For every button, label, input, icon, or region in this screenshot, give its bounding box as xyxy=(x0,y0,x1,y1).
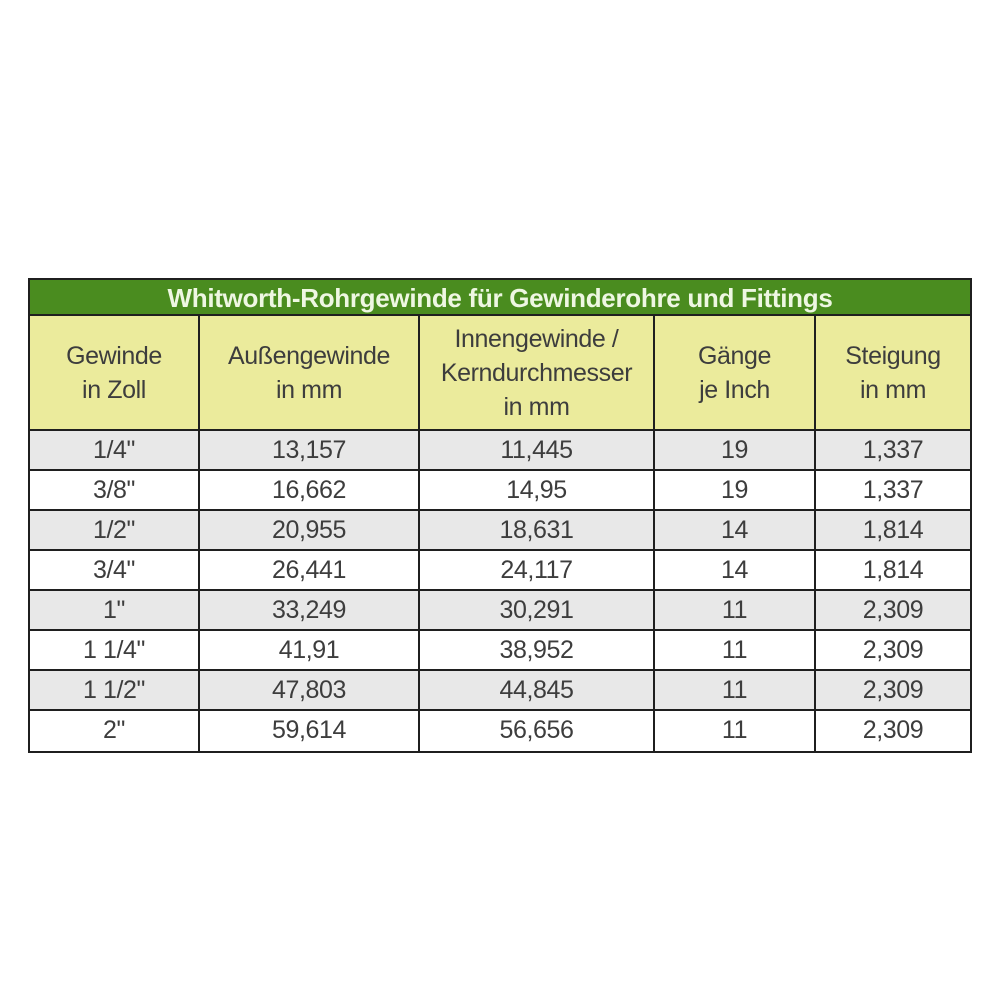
header-cell-line: Gänge xyxy=(697,341,772,370)
table-cell: 2" xyxy=(30,711,200,751)
table-cell: 11 xyxy=(655,591,816,629)
table-row xyxy=(30,551,970,591)
table-title: Whitworth-Rohrgewinde für Gewinderohre und Fittings xyxy=(30,280,970,316)
table-cell: 11 xyxy=(655,671,816,709)
table-row xyxy=(30,511,970,551)
table-row xyxy=(30,631,970,671)
table-row xyxy=(30,471,970,511)
table-cell: 3/4" xyxy=(30,551,200,589)
table-cell: 3/8" xyxy=(30,471,200,509)
table-cell: 1,337 xyxy=(862,436,924,464)
table-cell: 56,656 xyxy=(420,711,655,751)
table-cell: 11 xyxy=(655,631,816,669)
table-cell: 1" xyxy=(30,591,200,629)
table-cell: 14 xyxy=(655,551,816,589)
table-header-row xyxy=(30,316,970,431)
table-cell: 11,445 xyxy=(420,431,655,469)
table-cell: 11 xyxy=(655,711,816,751)
table-cell: 16,662 xyxy=(200,471,420,509)
header-cell xyxy=(655,316,816,429)
header-cell-line: Gewinde xyxy=(66,341,162,370)
header-cell-line: je Inch xyxy=(699,375,770,404)
table-cell: 41,91 xyxy=(200,631,420,669)
table-cell: 44,845 xyxy=(420,671,655,709)
header-cell-line: Steigung xyxy=(845,341,941,370)
table-cell: 47,803 xyxy=(200,671,420,709)
table-cell: 1/4" xyxy=(30,431,200,469)
table-cell: 1,337 xyxy=(862,476,924,504)
header-cell xyxy=(30,316,200,429)
table-cell: 1 1/4" xyxy=(30,631,200,669)
header-cell-line: in Zoll xyxy=(82,375,146,404)
table-cell: 38,952 xyxy=(420,631,655,669)
table-cell: 20,955 xyxy=(200,511,420,549)
table-cell: 1,814 xyxy=(862,556,924,584)
table-cell: 1,814 xyxy=(862,516,924,544)
table-cell: 1/2" xyxy=(30,511,200,549)
header-cell-line: Innengewinde / xyxy=(454,324,619,353)
header-cell xyxy=(200,316,420,429)
table-cell: 26,441 xyxy=(200,551,420,589)
table-cell: 14,95 xyxy=(420,471,655,509)
table-cell: 2,309 xyxy=(862,676,924,704)
header-cell xyxy=(816,316,970,429)
table-cell: 33,249 xyxy=(200,591,420,629)
header-cell-line: Außengewinde xyxy=(228,341,390,370)
table-cell: 13,157 xyxy=(200,431,420,469)
table-cell: 30,291 xyxy=(420,591,655,629)
table-cell: 1 1/2" xyxy=(30,671,200,709)
table-cell: 14 xyxy=(655,511,816,549)
header-cell-line: in mm xyxy=(275,375,343,404)
table-cell: 2,309 xyxy=(862,716,924,744)
table-cell: 59,614 xyxy=(200,711,420,751)
header-cell-line: in mm xyxy=(859,375,927,404)
table-cell: 19 xyxy=(655,471,816,509)
table-cell: 18,631 xyxy=(420,511,655,549)
table-cell: 19 xyxy=(655,431,816,469)
table-row xyxy=(30,671,970,711)
table-row xyxy=(30,431,970,471)
table-row xyxy=(30,591,970,631)
table-cell: 24,117 xyxy=(420,551,655,589)
header-cell-line: Kerndurchmesser xyxy=(440,358,633,387)
table-row xyxy=(30,711,970,751)
table-body xyxy=(30,431,970,751)
table-cell: 2,309 xyxy=(862,596,924,624)
header-cell xyxy=(420,316,655,429)
whitworth-thread-table xyxy=(28,278,972,753)
header-cell-line: in mm xyxy=(503,392,570,421)
table-cell: 2,309 xyxy=(862,636,924,664)
